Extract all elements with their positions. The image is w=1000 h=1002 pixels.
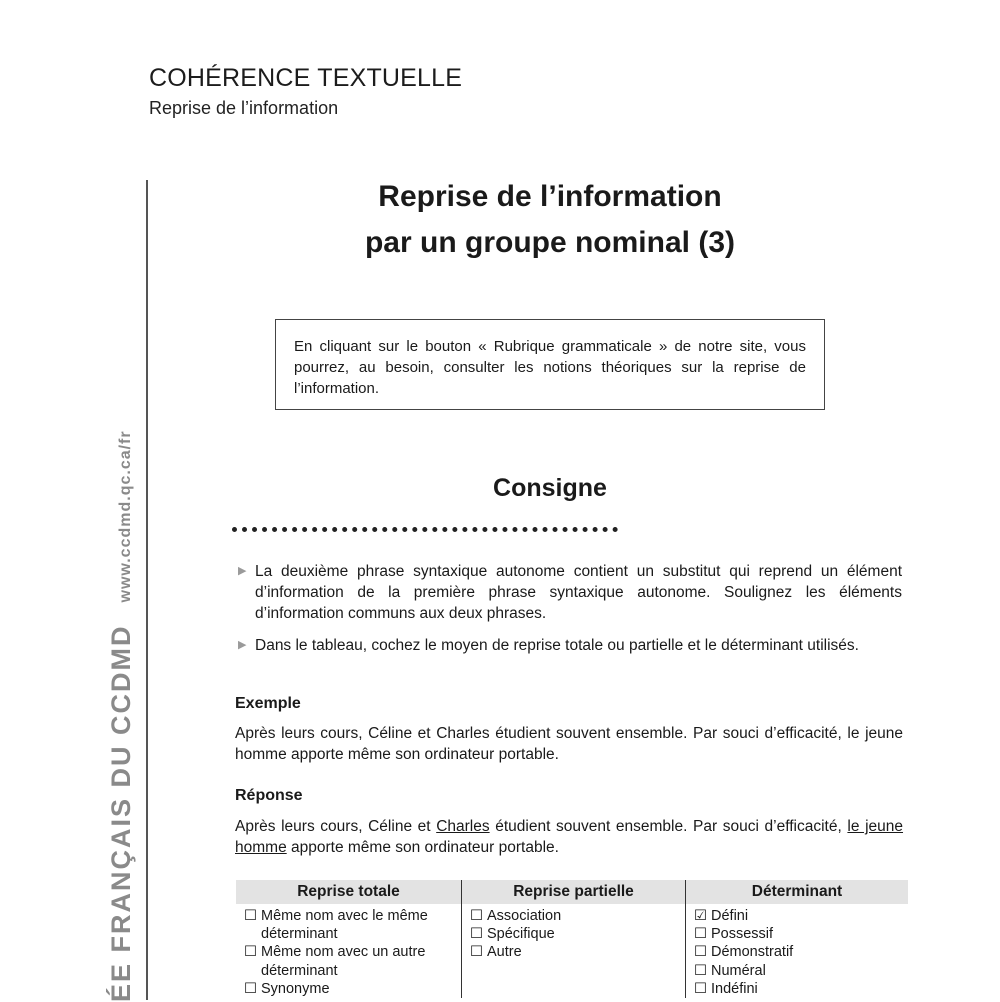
reponse-text-part: apporte même son ordinateur portable. [287, 839, 559, 856]
table-body [236, 904, 908, 998]
reponse-heading: Réponse [235, 787, 303, 805]
option-indefini[interactable] [694, 980, 908, 998]
underlined-antecedent: Charles [436, 818, 489, 835]
option-autre[interactable] [470, 943, 685, 961]
checkbox-icon[interactable]: ☐ [694, 925, 711, 943]
option-label: Numéral [711, 962, 908, 980]
table-header-row [236, 880, 908, 904]
reponse-text-part: Après leurs cours, Céline et [235, 818, 436, 835]
consigne-heading: Consigne [350, 474, 750, 503]
checkbox-icon[interactable]: ☐ [244, 943, 261, 979]
option-label: Indéfini [711, 980, 908, 998]
instruction-1-text: La deuxième phrase syntaxique autonome contient un substitut qui reprend un élément d’information de la première phrase syntaxique autonome. Soulignez les éléments d’information communs aux deux phrases. [255, 561, 902, 624]
header-determinant: Déterminant [685, 880, 908, 904]
side-banner-text: ÉE FRANÇAIS DU CCDMD [106, 625, 137, 1002]
reponse-text-part: étudient souvent ensemble. Par souci d’efficacité, [490, 818, 848, 835]
page-title-line1: Reprise de l’information [300, 174, 800, 220]
header-subtitle: Reprise de l’information [149, 98, 338, 119]
reponse-text [235, 816, 903, 858]
option-synonyme[interactable] [244, 980, 461, 998]
side-rule [146, 180, 148, 1000]
checkbox-icon[interactable]: ☐ [694, 943, 711, 961]
note-box: En cliquant sur le bouton « Rubrique grammaticale » de notre site, vous pourrez, au besoin, consulter les notions théoriques sur la reprise de l’information. [275, 319, 825, 410]
side-banner-url[interactable]: www.ccdmd.qc.ca/fr [117, 430, 135, 602]
instruction-1 [238, 561, 902, 624]
column-determinant [685, 904, 908, 998]
header-reprise-totale: Reprise totale [236, 880, 461, 904]
header-reprise-partielle: Reprise partielle [461, 880, 685, 904]
arrow-bullet-icon: ▶ [238, 561, 246, 582]
column-reprise-totale [236, 904, 461, 998]
checkbox-icon[interactable]: ☐ [470, 907, 487, 925]
side-banner [106, 430, 137, 1002]
checkbox-icon[interactable]: ☐ [470, 925, 487, 943]
instruction-2 [238, 635, 902, 656]
checkbox-icon[interactable]: ☐ [244, 907, 261, 943]
option-label: Synonyme [261, 980, 461, 998]
option-specifique[interactable] [470, 925, 685, 943]
option-possessif[interactable] [694, 925, 908, 943]
dotted-divider [232, 527, 618, 532]
option-label: Défini [711, 907, 908, 925]
option-meme-nom-autre-determinant[interactable] [244, 943, 461, 979]
underlined-substitute: le jeune homme [235, 818, 903, 856]
checkbox-icon[interactable]: ☐ [694, 962, 711, 980]
checked-checkbox-icon[interactable]: ☑ [694, 907, 711, 925]
answer-table [236, 880, 908, 998]
option-label: Autre [487, 943, 685, 961]
option-numeral[interactable] [694, 962, 908, 980]
option-label: Possessif [711, 925, 908, 943]
option-association[interactable] [470, 907, 685, 925]
option-label: Même nom avec le même déterminant [261, 907, 461, 943]
exemple-text: Après leurs cours, Céline et Charles étudient souvent ensemble. Par souci d’efficacité, le jeune homme apporte même son ordinateur portable. [235, 723, 903, 765]
exemple-heading: Exemple [235, 695, 301, 713]
option-label: Association [487, 907, 685, 925]
instruction-2-text: Dans le tableau, cochez le moyen de reprise totale ou partielle et le déterminant utilisés. [255, 635, 902, 656]
option-meme-nom-meme-determinant[interactable] [244, 907, 461, 943]
header-title: COHÉRENCE TEXTUELLE [149, 64, 462, 93]
page-title-line2: par un groupe nominal (3) [300, 220, 800, 266]
checkbox-icon[interactable]: ☐ [694, 980, 711, 998]
option-label: Démonstratif [711, 943, 908, 961]
checkbox-icon[interactable]: ☐ [244, 980, 261, 998]
option-defini[interactable] [694, 907, 908, 925]
option-demonstratif[interactable] [694, 943, 908, 961]
option-label: Même nom avec un autre déterminant [261, 943, 461, 979]
column-reprise-partielle [461, 904, 685, 998]
option-label: Spécifique [487, 925, 685, 943]
arrow-bullet-icon: ▶ [238, 635, 246, 656]
page-title [300, 174, 800, 266]
checkbox-icon[interactable]: ☐ [470, 943, 487, 961]
